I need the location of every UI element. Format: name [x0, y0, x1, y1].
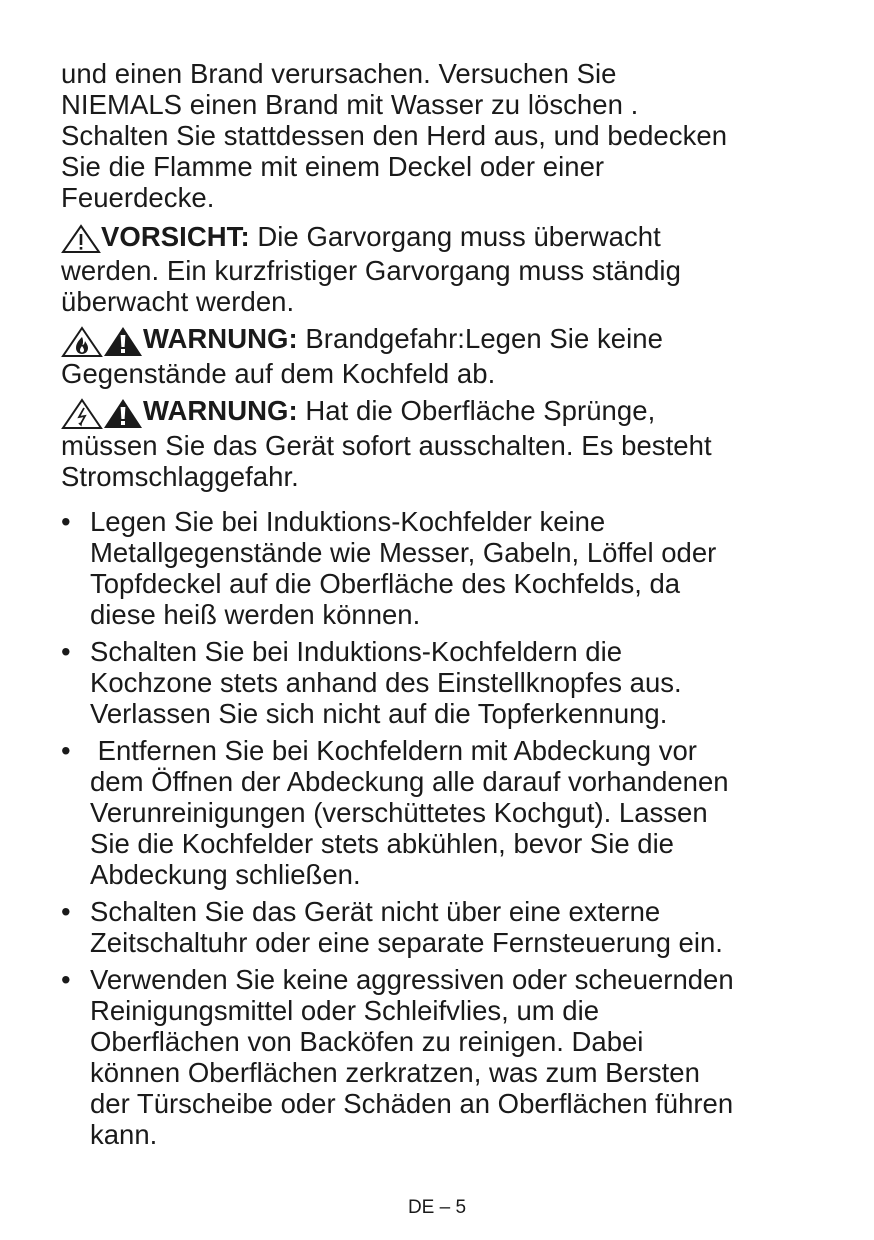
intro-paragraph	[61, 58, 831, 213]
text-line: Verunreinigungen (verschüttetes Kochgut). Lassen	[90, 797, 708, 828]
text-line: dem Öffnen der Abdeckung alle darauf vorhandenen	[90, 766, 729, 797]
text-line: Verlassen Sie sich nicht auf die Topferkennung.	[90, 698, 668, 729]
text-line: Hat die Oberfläche Sprünge,	[297, 395, 656, 426]
text-line: Reinigungsmittel oder Schleifvlies, um die	[90, 995, 599, 1026]
manual-page	[61, 58, 831, 1156]
text-line: Kochzone stets anhand des Einstellknopfes aus.	[90, 667, 682, 698]
caution-triangle-icon	[61, 224, 101, 254]
list-item	[61, 506, 831, 630]
fire-warning-notice	[61, 323, 831, 389]
notice-icons	[61, 224, 101, 255]
notice-icons	[61, 398, 143, 430]
text-line: Feuerdecke.	[61, 182, 215, 213]
text-line: Gegenstände auf dem Kochfeld ab.	[61, 358, 496, 389]
text-line: Sie die Kochfelder stets abkühlen, bevor Sie die	[90, 828, 674, 859]
notice-label: WARNUNG:	[143, 395, 298, 426]
bullet-marker: •	[61, 506, 71, 537]
text-line: Die Garvorgang muss überwacht	[249, 221, 661, 252]
text-line: müssen Sie das Gerät sofort ausschalten. Es besteht	[61, 430, 712, 461]
bullet-marker: •	[61, 735, 71, 766]
text-line: Legen Sie bei Induktions-Kochfelder keine	[90, 506, 606, 537]
warning-exclamation-icon	[103, 326, 143, 358]
text-line: der Türscheibe oder Schäden an Oberflächen führen	[90, 1088, 734, 1119]
text-line: NIEMALS einen Brand mit Wasser zu löschen .	[61, 89, 639, 120]
text-line: Schalten Sie das Gerät nicht über eine externe	[90, 896, 661, 927]
list-item	[61, 896, 831, 958]
warning-exclamation-icon	[103, 398, 143, 430]
text-line: kann.	[90, 1119, 158, 1150]
text-line: Zeitschaltuhr oder eine separate Fernsteuerung ein.	[90, 927, 723, 958]
list-item	[61, 964, 831, 1150]
text-line: Brandgefahr:Legen Sie keine	[297, 323, 663, 354]
text-line: werden. Ein kurzfristiger Garvorgang muss ständig	[61, 255, 681, 286]
list-item	[61, 636, 831, 729]
text-line: können Oberflächen zerkratzen, was zum Bersten	[90, 1057, 700, 1088]
text-line: Topfdeckel auf die Oberfläche des Kochfelds, da	[90, 568, 681, 599]
text-line: Verwenden Sie keine aggressiven oder scheuernden	[90, 964, 734, 995]
notice-label: VORSICHT:	[101, 221, 250, 252]
fire-hazard-icon	[61, 326, 103, 358]
bullet-marker: •	[61, 896, 71, 927]
text-line: Stromschlaggefahr.	[61, 461, 299, 492]
text-line: Entfernen Sie bei Kochfeldern mit Abdeckung vor	[90, 735, 697, 766]
text-line: diese heiß werden können.	[90, 599, 421, 630]
electric-warning-notice	[61, 395, 831, 492]
safety-bullet-list	[61, 506, 831, 1150]
text-line: Schalten Sie bei Induktions-Kochfeldern die	[90, 636, 623, 667]
bullet-marker: •	[61, 636, 71, 667]
list-item	[61, 735, 831, 890]
text-line: Sie die Flamme mit einem Deckel oder einer	[61, 151, 605, 182]
text-line: Oberflächen von Backöfen zu reinigen. Dabei	[90, 1026, 644, 1057]
caution-notice	[61, 221, 831, 317]
notice-icons	[61, 326, 143, 358]
text-line: Schalten Sie stattdessen den Herd aus, und bedecken	[61, 120, 728, 151]
page-number: DE – 5	[407, 1197, 467, 1218]
text-line: und einen Brand verursachen. Versuchen Sie	[61, 58, 617, 89]
notice-label: WARNUNG:	[143, 323, 298, 354]
bullet-marker: •	[61, 964, 71, 995]
text-line: Abdeckung schließen.	[90, 859, 361, 890]
text-line: Metallgegenstände wie Messer, Gabeln, Löffel oder	[90, 537, 717, 568]
text-line: überwacht werden.	[61, 286, 295, 317]
electric-shock-icon	[61, 398, 103, 430]
